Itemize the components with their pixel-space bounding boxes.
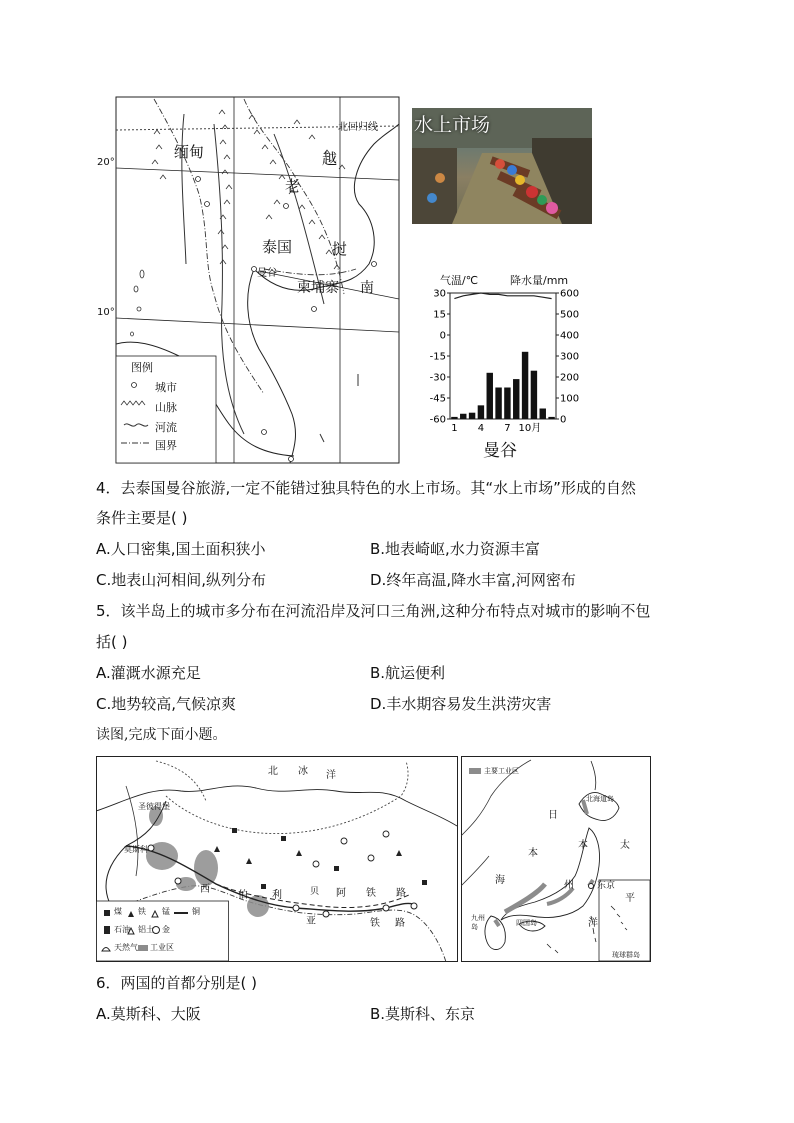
- precip-tick-label: 600: [560, 288, 580, 300]
- precip-tick-label: 100: [560, 393, 580, 405]
- arctic-ocean-2: 冰: [298, 766, 308, 777]
- siberia-rail-5: 铁: [370, 918, 380, 929]
- month-label: 4: [477, 423, 485, 434]
- temp-tick-label: -60: [429, 414, 446, 426]
- sea-of-japan-1: 日: [548, 810, 558, 821]
- photo-caption: 水上市场: [414, 114, 491, 136]
- cambodia-label: 柬埔寨: [297, 280, 339, 296]
- baikal-rail-2: 阿: [336, 888, 346, 899]
- ryukyu-label: 琉球群岛: [612, 951, 640, 959]
- honshu-label-2: 州: [564, 880, 574, 891]
- legend-oil: 石油: [114, 925, 130, 934]
- legend-border: 国界: [155, 439, 177, 452]
- temp-tick-label: 0: [439, 330, 446, 342]
- q6-option-a[interactable]: A.莫斯科、大阪: [96, 1005, 201, 1023]
- pacific-3: 洋: [588, 918, 598, 929]
- climate-chart: [420, 285, 590, 435]
- legend-copper: 铜: [192, 907, 200, 916]
- sea-of-japan-3: 海: [495, 875, 505, 886]
- precip-bar: [469, 413, 475, 419]
- precip-bar: [451, 417, 457, 419]
- q4-option-c[interactable]: C.地表山河相间,纵列分布: [96, 571, 267, 589]
- st-petersburg-label: 圣彼得堡: [138, 802, 170, 811]
- legend-industrial: 工业区: [150, 943, 174, 952]
- month-label: 7: [504, 423, 511, 434]
- temp-axis-label: 气温/℃: [440, 274, 479, 287]
- siberia-rail-2: 伯: [238, 890, 248, 901]
- precip-tick-label: 300: [560, 351, 580, 363]
- legend-iron: 铁: [138, 907, 146, 916]
- precip-axis-label: 降水量/mm: [510, 274, 569, 287]
- baikal-rail-1: 贝: [310, 887, 320, 897]
- sea-of-japan-2: 本: [528, 848, 538, 859]
- q5-stem-1: 5．该半岛上的城市多分布在河流沿岸及河口三角洲,这种分布特点对城市的影响不包: [96, 602, 651, 620]
- temp-tick-label: -45: [429, 393, 446, 405]
- temperature-line: [454, 293, 551, 299]
- q5-option-c[interactable]: C.地势较高,气候凉爽: [96, 695, 237, 713]
- thailand-label: 泰国: [262, 238, 293, 256]
- hokkaido-label: 北海道岛: [586, 795, 614, 803]
- q5-option-a[interactable]: A.灌溉水源充足: [96, 664, 201, 682]
- pacific-2: 平: [625, 893, 635, 904]
- legend-city: 城市: [155, 381, 177, 394]
- q5-stem-2: 括( ): [96, 633, 128, 651]
- temp-tick-label: -30: [429, 372, 446, 384]
- vietnam2-label: 南: [360, 280, 374, 296]
- temp-tick-label: 15: [433, 309, 446, 321]
- month-label: 10月: [518, 423, 542, 434]
- q4-stem-2: 条件主要是( ): [96, 509, 188, 527]
- q5-option-b[interactable]: B.航运便利: [370, 664, 446, 682]
- q4-stem-1: 4．去泰国曼谷旅游,一定不能错过独具特色的水上市场。其“水上市场”形成的自然: [96, 479, 636, 497]
- precip-tick-label: 200: [560, 372, 580, 384]
- legend-coal: 煤: [114, 907, 122, 916]
- precip-tick-label: 500: [560, 309, 580, 321]
- legend-title: 图例: [131, 361, 153, 374]
- tokyo-label: 东京: [597, 881, 616, 891]
- temp-tick-label: -15: [429, 351, 446, 363]
- laos2-label: 挝: [332, 240, 348, 258]
- baikal-rail-3: 铁: [366, 888, 376, 899]
- precip-bar: [478, 405, 484, 419]
- siberia-rail-6: 路: [395, 918, 405, 929]
- myanmar-label: 缅甸: [174, 143, 205, 161]
- q4-option-b[interactable]: B.地表崎岖,水力资源丰富: [370, 540, 540, 558]
- siberia-rail-1: 西: [200, 884, 210, 895]
- floating-market-photo: [412, 108, 592, 224]
- legend-river: 河流: [155, 421, 177, 434]
- honshu-label-1: 本: [578, 840, 588, 851]
- baikal-rail-4: 路: [396, 888, 406, 899]
- climate-city-label: 曼谷: [483, 441, 517, 461]
- q6-stem: 6．两国的首都分别是( ): [96, 974, 258, 992]
- month-label: 1: [451, 423, 458, 434]
- precip-bar: [513, 379, 519, 419]
- pacific-1: 太: [620, 840, 630, 851]
- japan-map: [461, 756, 651, 962]
- reading-intro: 读图,完成下面小题。: [96, 727, 227, 743]
- q4-option-a[interactable]: A.人口密集,国土面积狭小: [96, 540, 266, 558]
- kyushu-label: 九州岛: [471, 914, 485, 931]
- precip-bar: [460, 414, 466, 419]
- vietnam-label: 越: [322, 150, 338, 168]
- legend-mountain: 山脉: [155, 401, 177, 414]
- precip-bar: [495, 388, 501, 420]
- precip-bar: [531, 371, 537, 419]
- q5-option-d[interactable]: D.丰水期容易发生洪涝灾害: [370, 695, 552, 713]
- precip-bar: [504, 388, 510, 420]
- arctic-ocean-1: 北: [268, 766, 278, 777]
- japan-legend-industrial: 主要工业区: [484, 767, 519, 775]
- precip-bar: [548, 417, 554, 419]
- legend-gas: 天然气: [114, 943, 138, 952]
- arctic-ocean-3: 洋: [326, 770, 336, 781]
- legend-manganese: 锰: [162, 907, 170, 916]
- precip-tick-label: 400: [560, 330, 580, 342]
- tropic-label: 北回归线: [338, 122, 378, 133]
- legend-gold: 金: [162, 925, 170, 934]
- moscow-label: 莫斯科: [124, 845, 148, 854]
- bangkok-label: 曼谷: [257, 268, 277, 279]
- shikoku-label: 四国岛: [516, 919, 537, 927]
- precip-bar: [522, 352, 528, 419]
- indochina-map: [94, 94, 404, 468]
- precip-tick-label: 0: [560, 414, 567, 426]
- q6-option-b[interactable]: B.莫斯科、东京: [370, 1005, 476, 1023]
- laos-label: 老: [285, 177, 301, 195]
- lat10-label: 10°: [97, 307, 115, 318]
- siberia-rail-4: 亚: [306, 916, 316, 927]
- q4-option-d[interactable]: D.终年高温,降水丰富,河网密布: [370, 571, 576, 589]
- lat20-label: 20°: [97, 157, 115, 168]
- siberia-rail-3: 利: [272, 890, 282, 901]
- temp-tick-label: 30: [433, 288, 446, 300]
- legend-bauxite: 铝土: [138, 925, 154, 934]
- precip-bar: [540, 409, 546, 420]
- precip-bar: [487, 373, 493, 419]
